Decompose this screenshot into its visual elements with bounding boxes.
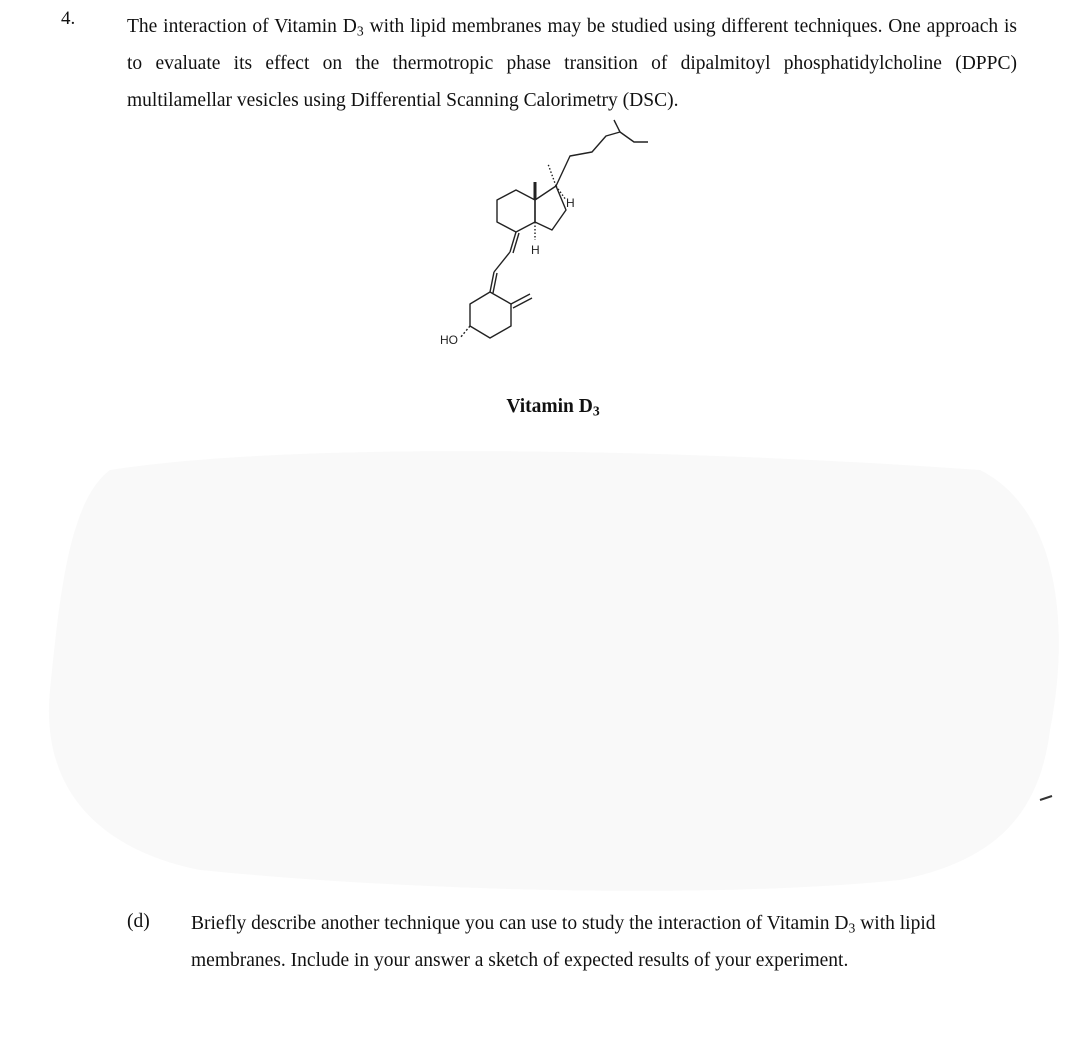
ring-c — [497, 190, 535, 232]
methylene-double-bond — [513, 298, 532, 308]
linker-bond-1 — [510, 232, 516, 252]
linker-double-bond — [513, 233, 519, 253]
question-subscript: 3 — [356, 23, 364, 39]
side-chain-branch — [614, 120, 620, 132]
h-label-2: H — [531, 243, 540, 257]
hydroxyl-bond — [460, 326, 470, 338]
stray-mark — [1040, 796, 1052, 800]
part-d-text — [191, 905, 991, 979]
linker-bond-2 — [494, 252, 510, 272]
question-text-end: with lipid membranes may be studied using different techniques. One approach is to evaluate its effect on the thermotropic phase transition of dipalmitoyl phosphatidylcholine (DPPC) multilamellar vesicles using Differential Scanning Calorimetry (DSC). — [127, 16, 1017, 111]
stereo-bond-1 — [548, 164, 556, 186]
part-d-subscript: 3 — [848, 920, 856, 936]
erased-area — [49, 451, 1059, 891]
part-d-label: (d) — [127, 911, 150, 932]
caption-sub: 3 — [592, 403, 600, 419]
vitamin-d3-structure — [420, 112, 670, 362]
erased-region — [0, 430, 1080, 900]
caption-main: Vitamin D — [506, 396, 593, 417]
question-text — [127, 8, 1017, 119]
part-d-text-end: with lipid membranes. Include in your answer a sketch of expected results of your experiment. — [191, 913, 936, 971]
h-label-1: H — [566, 196, 575, 210]
question-number: 4. — [61, 8, 76, 29]
part-d-text-start: Briefly describe another technique you can use to study the interaction of Vitamin D — [191, 913, 849, 934]
ho-label: HO — [440, 333, 458, 347]
side-chain-bond — [556, 132, 648, 186]
ring-a — [470, 292, 511, 338]
question-text-start: The interaction of Vitamin D — [127, 16, 357, 37]
methylene-bond — [511, 294, 530, 304]
structure-caption — [0, 396, 1080, 418]
